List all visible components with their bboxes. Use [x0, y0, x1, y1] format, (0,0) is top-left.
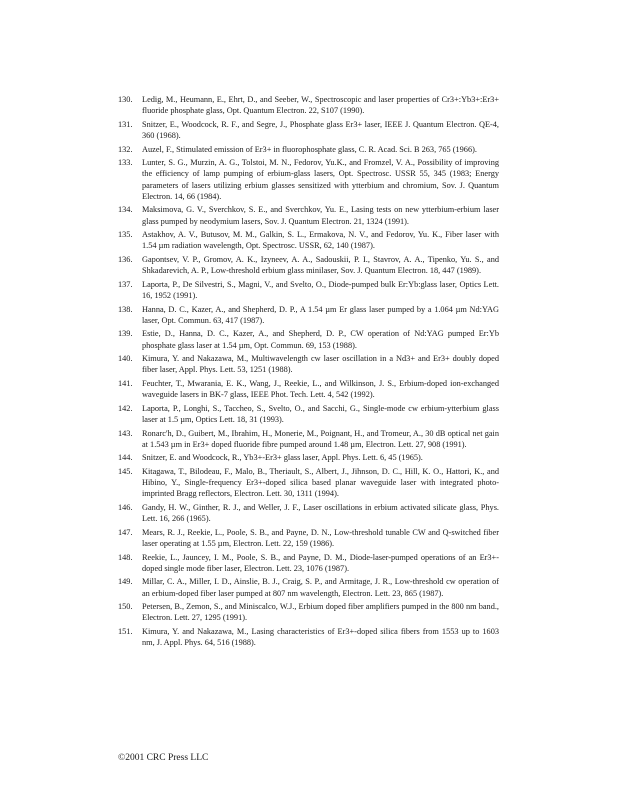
reference-item	[118, 576, 499, 598]
reference-item	[118, 328, 499, 350]
reference-text: Snitzer, E., Woodcock, R. F., and Segre, J., Phosphate glass Er3+ laser, IEEE J. Quantum Electron. QE-4, 360 (1968).	[142, 119, 499, 140]
reference-number: 132.	[118, 144, 133, 154]
reference-text: Feuchter, T., Mwarania, E. K., Wang, J., Reekie, L., and Wilkinson, J. S., Erbium-doped ion-exchanged waveguide lasers in BK-7 glass, IEEE Phot. Tech. Lett. 4, 542 (1992).	[142, 378, 499, 400]
reference-item	[118, 94, 499, 116]
reference-number: 140.	[118, 354, 133, 364]
reference-item	[118, 204, 499, 226]
reference-number: 145.	[118, 466, 133, 476]
reference-item	[118, 279, 499, 301]
reference-number: 147.	[118, 527, 133, 537]
reference-item	[118, 353, 499, 375]
reference-number: 136.	[118, 254, 133, 264]
reference-text: Maksimova, G. V., Sverchkov, S. E., and Sverchkov, Yu. E., Lasing tests on new ytterbium-erbium laser glass pumped by neodymium lasers, Sov. J. Quantum Electron. 21, 1324 (1991).	[142, 205, 499, 226]
reference-item	[118, 626, 499, 648]
reference-item	[118, 552, 499, 574]
reference-item	[118, 466, 499, 500]
reference-number: 138.	[118, 304, 133, 314]
reference-text: Snitzer, E. and Woodcock, R., Yb3+-Er3+ glass laser, Appl. Phys. Lett. 6, 45 (1965).	[142, 453, 423, 463]
reference-number: 131.	[118, 119, 133, 129]
reference-text: Astakhov, A. V., Butusov, M. M., Galkin, S. L., Ermakova, N. V., and Fedorov, Yu. K., Fiber laser with 1.54 µm radiation wavelength, Opt. Spectrosc. USSR, 62, 140 (1987).	[142, 230, 499, 251]
reference-item	[118, 157, 499, 202]
reference-number: 144.	[118, 453, 133, 463]
reference-text: Auzel, F., Stimulated emission of Er3+ in fluorophosphate glass, C. R. Acad. Sci. B 263, 765 (1966).	[142, 144, 477, 154]
reference-item	[118, 601, 499, 623]
reference-text: Gapontsev, V. P., Gromov, A. K., Izyneev, A. A., Sadouskii, P. I., Stavrov, A. A., Tipenko, Yu. S., and Shkadarevich, A. P., Low-threshold erbium glass minilaser, Sov. J. Quantum Electron. 18, 447 (1989).	[142, 254, 499, 276]
reference-item	[118, 428, 499, 450]
reference-text: Ledig, M., Heumann, E., Ehrt, D., and Seeber, W., Spectroscopic and laser properties of Cr3+:Yb3+:Er3+ fluoride phosphate glass, Opt. Quantum Electron. 22, S107 (1990).	[142, 95, 499, 116]
reference-item	[118, 502, 499, 524]
reference-text: Laporta, P., De Silvestri, S., Magni, V., and Svelto, O., Diode-pumped bulk Er:Yb:glass laser, Optics Lett. 16, 1952 (1991).	[142, 279, 499, 300]
reference-text: Estie, D., Hanna, D. C., Kazer, A., and Shepherd, D. P., CW operation of Nd:YAG pumped Er:Yb phosphate glass laser at 1.54 µm, Opt. Commun. 69, 153 (1988).	[142, 329, 499, 350]
reference-text: Petersen, B., Zemon, S., and Miniscalco, W.J., Erbium doped fiber amplifiers pumped in the 800 nm band., Electron. Lett. 27, 1295 (1991).	[142, 602, 499, 623]
reference-text: Lunter, S. G., Murzin, A. G., Tolstoi, M. N., Fedorov, Yu.K., and Fromzel, V. A., Possibility of improving the efficiency of lamp pumping of erbium-glass lasers, Opt. Spectrosc. USSR 55, 345 (1983; Energy parameters of lasers utilizing erbium glasses sensitized with ytterbium and chromium, Sov. J. Quantum Electron. 14, 66 (1984).	[142, 158, 499, 201]
reference-item	[118, 403, 499, 425]
reference-number: 134.	[118, 205, 133, 215]
reference-text: Laporta, P., Longhi, S., Taccheo, S., Svelto, O., and Sacchi, G., Single-mode cw erbium-ytterbium glass laser at 1.5 µm, Optics Lett. 18, 31 (1993).	[142, 403, 499, 424]
reference-text: Kimura, Y. and Nakazawa, M., Multiwavelength cw laser oscillation in a Nd3+ and Er3+ doubly doped fiber laser, Appl. Phys. Lett. 53, 1251 (1988).	[142, 354, 499, 375]
reference-text: Millar, C. A., Miller, I. D., Ainslie, B. J., Craig, S. P., and Armitage, J. R., Low-threshold cw operation of an erbium-doped fiber laser pumped at 807 nm wavelength, Electron. Lett. 23, 865 (1987).	[142, 577, 499, 598]
reference-item	[118, 304, 499, 326]
reference-text: Ronarc'h, D., Guibert, M., Ibrahim, H., Monerie, M., Poignant, H., and Tromeur, A., 30 dB optical net gain at 1.543 µm in Er3+ doped fluoride fibre pumped around 1.48 µm, Electron. Lett. 27, 908 (1991).	[142, 428, 499, 449]
reference-text: Kimura, Y. and Nakazawa, M., Lasing characteristics of Er3+-doped silica fibers from 1553 up to 1603 nm, J. Appl. Phys. 64, 516 (1988).	[142, 626, 499, 648]
reference-item	[118, 452, 499, 463]
reference-text: Kitagawa, T., Bilodeau, F., Malo, B., Theriault, S., Albert, J., Jihnson, D. C., Hill, K. O., Hattori, K., and Hibino, Y., Single-frequency Er3+-doped silica based planar waveguide laser with integrated photo-imprinted Bragg reflectors, Electron. Lett. 30, 1311 (1994).	[142, 466, 499, 499]
reference-number: 135.	[118, 230, 133, 240]
reference-item	[118, 527, 499, 549]
reference-text: Reekie, L., Jauncey, I. M., Poole, S. B., and Payne, D. M., Diode-laser-pumped operations of an Er3+-doped single mode fiber laser, Electron. Lett. 23, 1076 (1987).	[142, 552, 499, 573]
reference-item	[118, 378, 499, 400]
reference-number: 148.	[118, 552, 133, 562]
reference-text: Gandy, H. W., Ginther, R. J., and Weller, J. F., Laser oscillations in erbium activated silicate glass, Phys. Lett. 16, 266 (1965).	[142, 502, 499, 524]
reference-number: 130.	[118, 95, 133, 104]
reference-number: 137.	[118, 279, 133, 289]
copyright-footer: ©2001 CRC Press LLC	[118, 753, 209, 763]
reference-number: 139.	[118, 329, 133, 339]
reference-number: 143.	[118, 428, 133, 438]
reference-number: 150.	[118, 602, 133, 612]
reference-number: 151.	[118, 626, 133, 636]
reference-item	[118, 119, 499, 141]
reference-list	[118, 94, 499, 651]
reference-item	[118, 144, 499, 155]
reference-number: 146.	[118, 502, 133, 512]
reference-number: 141.	[118, 378, 133, 388]
reference-text: Mears, R. J., Reekie, L., Poole, S. B., and Payne, D. N., Low-threshold tunable CW and Q-switched fiber laser operating at 1.55 µm, Electron. Lett. 22, 159 (1986).	[142, 527, 499, 548]
reference-item	[118, 254, 499, 276]
reference-item	[118, 229, 499, 251]
reference-number: 149.	[118, 577, 133, 587]
reference-number: 142.	[118, 403, 133, 413]
reference-number: 133.	[118, 158, 133, 168]
reference-text: Hanna, D. C., Kazer, A., and Shepherd, D. P., A 1.54 µm Er glass laser pumped by a 1.064 µm Nd:YAG laser, Opt. Commun. 63, 417 (1987).	[142, 304, 499, 325]
